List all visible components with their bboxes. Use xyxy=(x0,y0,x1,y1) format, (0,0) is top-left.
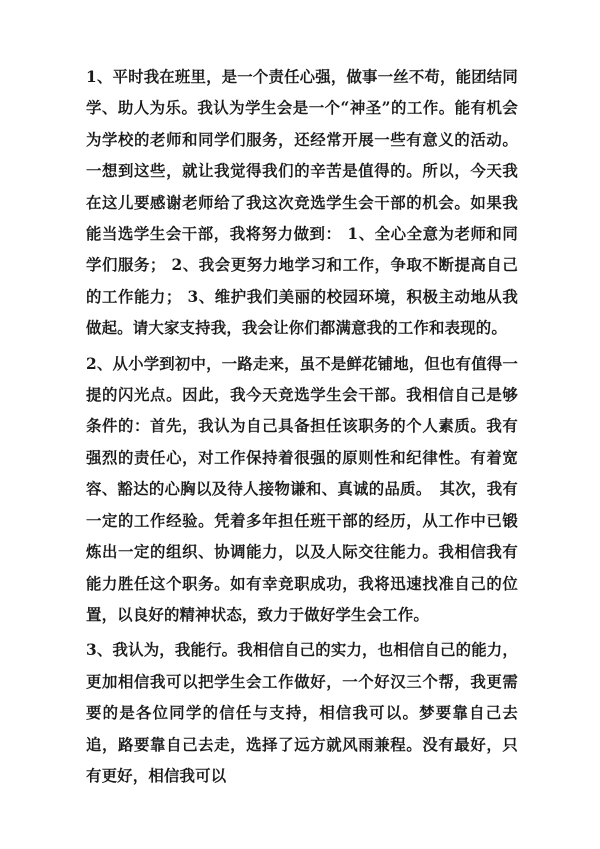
paragraph-3: 3、我认为，我能行。我相信自己的实力，也相信自己的能力，更加相信我可以把学生会工作做好，一个好汉三个帮，我更需要的是各位同学的信任与支持，相信我可以。梦要靠自己去追，路要靠自己去走，选择了远方就风雨兼程。没有最好，只有更好，相信我可以 xyxy=(86,641,518,785)
paragraph-1: 1、平时我在班里，是一个责任心强，做事一丝不苟，能团结同学、助人为乐。我认为学生会是一个“神圣”的工作。能有机会为学校的老师和同学们服务，还经常开展一些有意义的活动。一想到这些，就让我觉得我们的辛苦是值得的。所以，今天我在这儿要感谢老师给了我这次竞选学生会干部的机会。如果我能当选学生会干部，我将努力做到： 1、全心全意为老师和同学们服务； 2、我会更努力地学习和工作，争取不断提高自己的工作能力； 3、维护我们美丽的校园环境，积极主动地从我做起。请大家支持我，我会让你们都满意我的工作和表现的。 xyxy=(86,68,518,338)
paragraph-2: 2、从小学到初中，一路走来，虽不是鲜花铺地，但也有值得一提的闪光点。因此，我今天竞选学生会干部。我相信自己是够条件的：首先，我认为自己具备担任该职务的个人素质。我有强烈的责任心，对工作保持着很强的原则性和纪律性。有着宽容、豁达的心胸以及待人接物谦和、真诚的品质。 其次，我有一定的工作经验。凭着多年担任班干部的经历，从工作中已锻炼出一定的组织、协调能力，以及人际交往能力。我相信我有能力胜任这个职务。如有幸竞职成功，我将迅速找准自己的位置，以良好的精神状态，致力于做好学生会工作。 xyxy=(86,354,518,624)
